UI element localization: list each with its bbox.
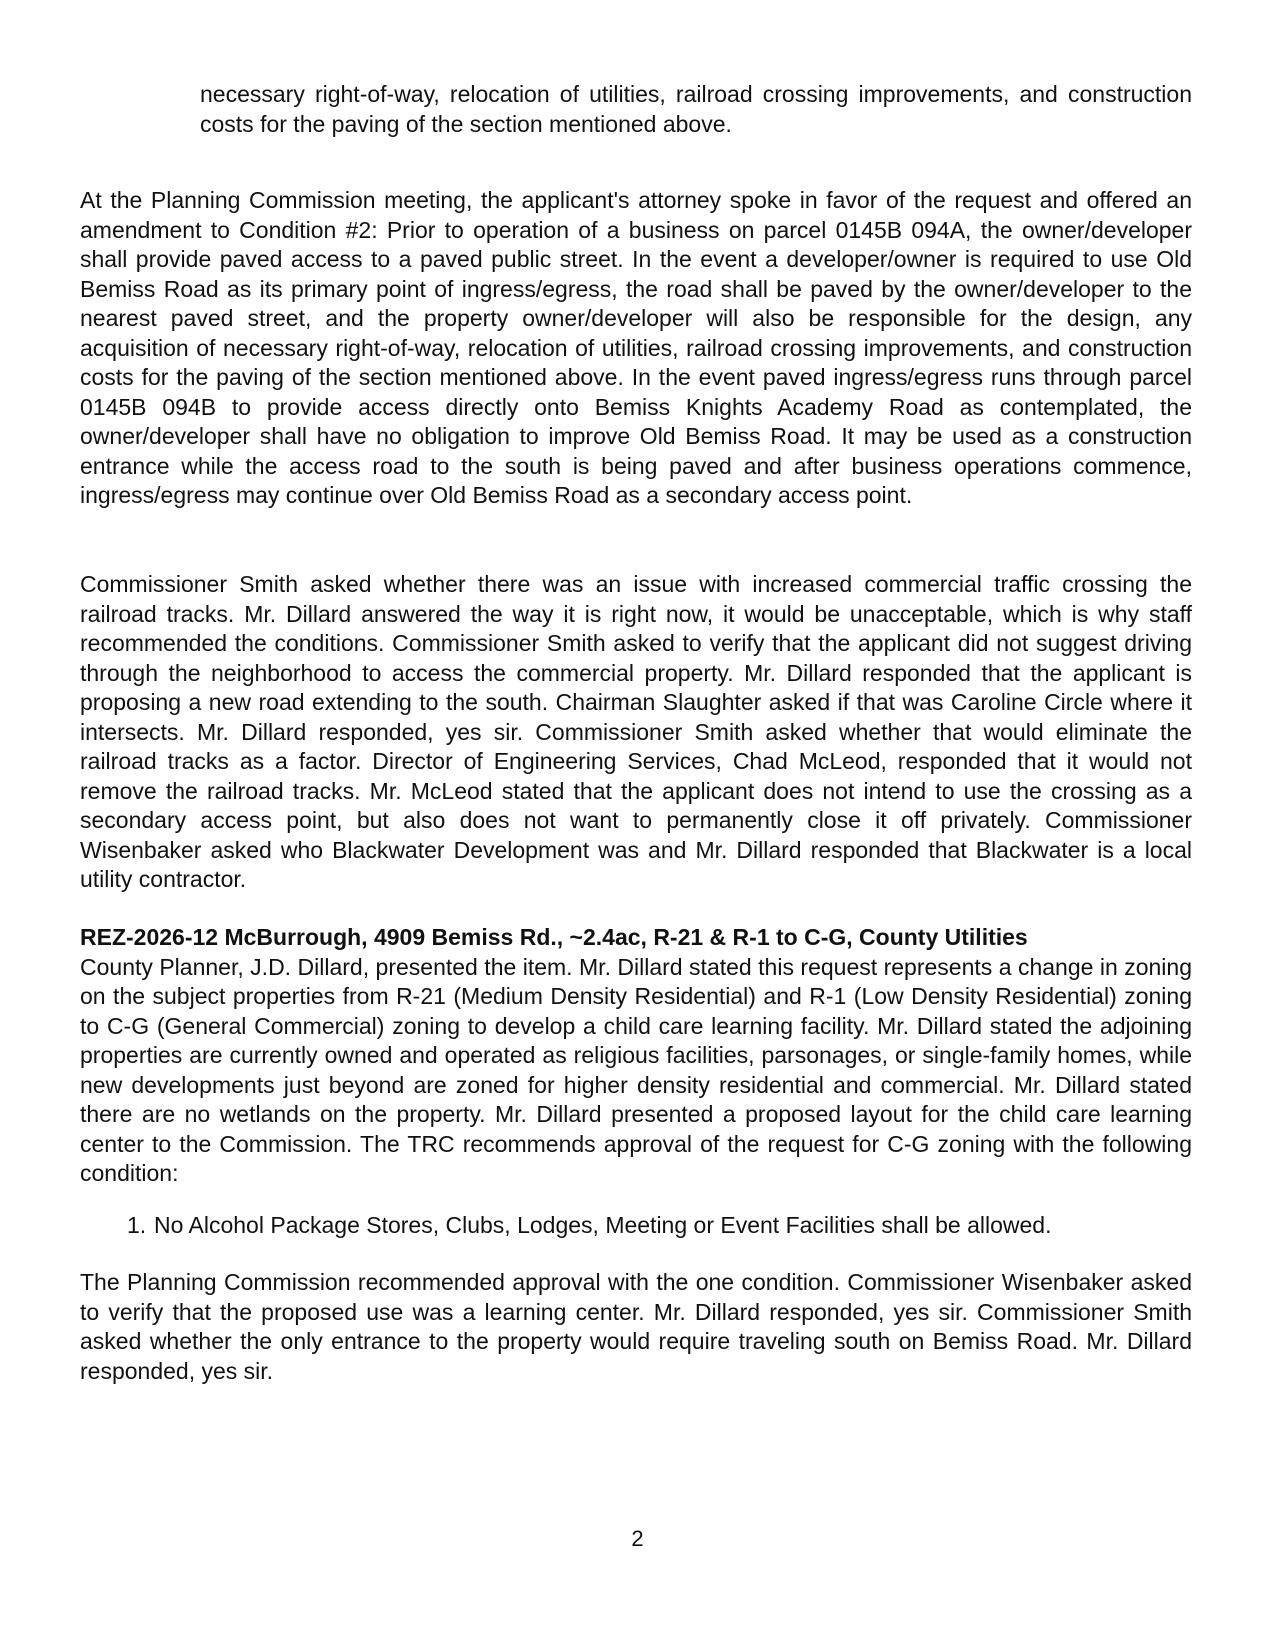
section-heading: REZ-2026-12 McBurrough, 4909 Bemiss Rd., ~2.4ac, R-21 & R-1 to C-G, County Utilities	[80, 924, 1028, 950]
closing-paragraph: The Planning Commission recommended approval with the one condition. Commissioner Wisenbaker asked to verify that the proposed use was a learning center. Mr. Dillard responded, yes sir. Commissioner Smith asked whether the only entrance to the property would require traveling south on Bemiss Road. Mr. Dillard responded, yes sir.	[80, 1269, 1192, 1384]
condition-item	[127, 1211, 1192, 1241]
continuation-paragraph: necessary right-of-way, relocation of utilities, railroad crossing improvements, and construction costs for the paving of the section mentioned above.	[200, 81, 1192, 137]
rezoning-section	[80, 923, 1192, 1189]
section-body-text: County Planner, J.D. Dillard, presented the item. Mr. Dillard stated this request represents a change in zoning on the subject properties from R-21 (Medium Density Residential) and R-1 (Low Density Residential) zoning to C-G (General Commercial) zoning to develop a child care learning facility. Mr. Dillard stated the adjoining properties are currently owned and operated as religious facilities, parsonages, or single-family homes, while new developments just beyond are zoned for higher density residential and commercial. Mr. Dillard stated there are no wetlands on the property. Mr. Dillard presented a proposed layout for the child care learning center to the Commission. The TRC recommends approval of the request for C-G zoning with the following condition:	[80, 953, 1192, 1186]
condition-text: No Alcohol Package Stores, Clubs, Lodges, Meeting or Event Facilities shall be allowed.	[154, 1212, 1052, 1238]
condition-number: 1.	[127, 1212, 147, 1238]
discussion-paragraph: Commissioner Smith asked whether there was an issue with increased commercial traffic crossing the railroad tracks. Mr. Dillard answered the way it is right now, it would be unacceptable, which is why staff recommended the conditions. Commissioner Smith asked to verify that the applicant did not suggest driving through the neighborhood to access the commercial property. Mr. Dillard responded that the applicant is proposing a new road extending to the south. Chairman Slaughter asked if that was Caroline Circle where it intersects. Mr. Dillard responded, yes sir. Commissioner Smith asked whether that would eliminate the railroad tracks as a factor. Director of Engineering Services, Chad McLeod, responded that it would not remove the railroad tracks. Mr. McLeod stated that the applicant does not intend to use the crossing as a secondary access point, but also does not want to permanently close it off privately. Commissioner Wisenbaker asked who Blackwater Development was and Mr. Dillard responded that Blackwater is a local utility contractor.	[80, 571, 1192, 892]
page-number: 2	[631, 1526, 644, 1551]
conditions-list	[127, 1211, 1192, 1241]
amendment-paragraph: At the Planning Commission meeting, the applicant's attorney spoke in favor of the request and offered an amendment to Condition #2: Prior to operation of a business on parcel 0145B 094A, the owner/developer shall provide paved access to a paved public street. In the event a developer/owner is required to use Old Bemiss Road as its primary point of ingress/egress, the road shall be paved by the owner/developer to the nearest paved street, and the property owner/developer will also be responsible for the design, any acquisition of necessary right-of-way, relocation of utilities, railroad crossing improvements, and construction costs for the paving of the section mentioned above. In the event paved ingress/egress runs through parcel 0145B 094B to provide access directly onto Bemiss Knights Academy Road as contemplated, the owner/developer shall have no obligation to improve Old Bemiss Road. It may be used as a construction entrance while the access road to the south is being paved and after business operations commence, ingress/egress may continue over Old Bemiss Road as a secondary access point.	[80, 187, 1192, 508]
